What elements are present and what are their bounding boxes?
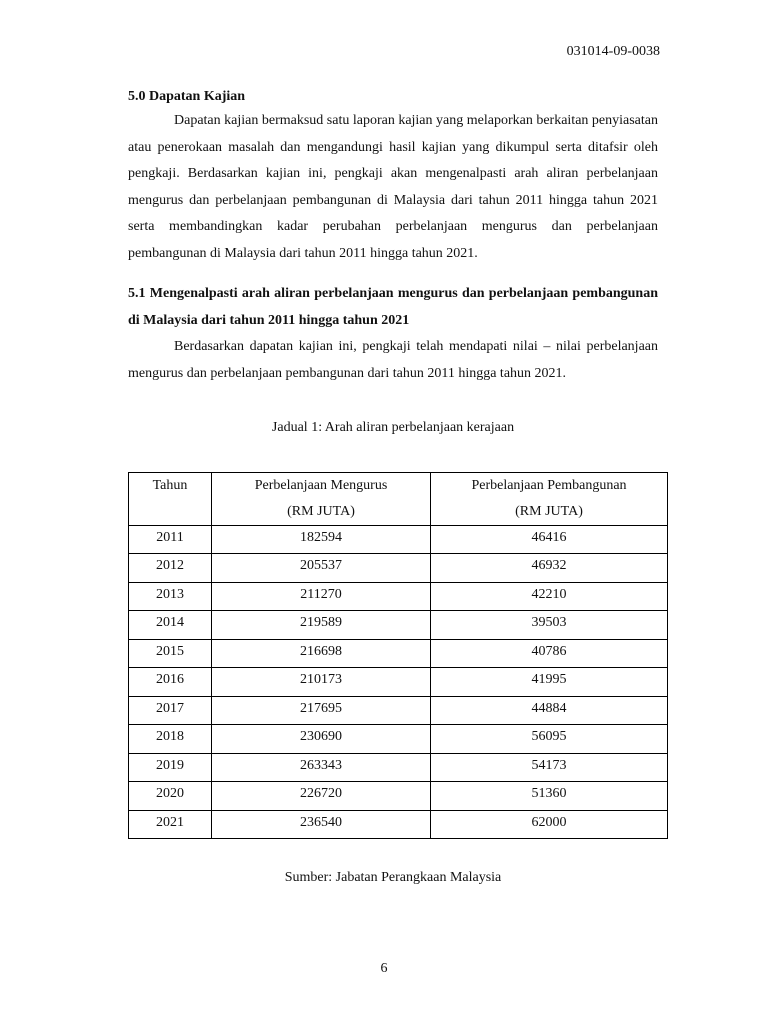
table-row (129, 582, 668, 611)
cell-development: 46416 (431, 525, 668, 554)
cell-development: 39503 (431, 611, 668, 640)
cell-year: 2015 (129, 639, 212, 668)
header-operating-label: Perbelanjaan Mengurus (254, 477, 388, 493)
header-development (431, 472, 668, 525)
cell-year: 2021 (129, 810, 212, 839)
cell-year: 2018 (129, 725, 212, 754)
cell-development: 46932 (431, 554, 668, 583)
table-row (129, 554, 668, 583)
table-row (129, 696, 668, 725)
table-row (129, 810, 668, 839)
cell-year: 2017 (129, 696, 212, 725)
cell-operating: 219589 (212, 611, 431, 640)
cell-development: 42210 (431, 582, 668, 611)
table-row (129, 639, 668, 668)
cell-operating: 205537 (212, 554, 431, 583)
cell-year: 2011 (129, 525, 212, 554)
cell-operating: 210173 (212, 668, 431, 697)
cell-year: 2012 (129, 554, 212, 583)
header-year-label: Tahun (152, 477, 188, 493)
header-operating (212, 472, 431, 525)
table-row (129, 753, 668, 782)
table-header-row (129, 472, 668, 525)
page-number: 6 (380, 961, 388, 976)
cell-year: 2016 (129, 668, 212, 697)
cell-year: 2013 (129, 582, 212, 611)
cell-development: 51360 (431, 782, 668, 811)
cell-development: 62000 (431, 810, 668, 839)
expenditure-table (128, 472, 668, 840)
cell-operating: 236540 (212, 810, 431, 839)
table-row (129, 611, 668, 640)
header-operating-unit: (RM JUTA) (287, 503, 355, 519)
header-year (129, 472, 212, 525)
cell-operating: 211270 (212, 582, 431, 611)
section-heading-5-0: 5.0 Dapatan Kajian (128, 89, 246, 104)
cell-development: 40786 (431, 639, 668, 668)
cell-development: 41995 (431, 668, 668, 697)
header-development-label: Perbelanjaan Pembangunan (471, 477, 627, 493)
cell-year: 2014 (129, 611, 212, 640)
page-content (128, 86, 658, 892)
table-source: Sumber: Jabatan Perangkaan Malaysia (284, 870, 502, 885)
cell-year: 2020 (129, 782, 212, 811)
cell-operating: 216698 (212, 639, 431, 668)
table-caption: Jadual 1: Arah aliran perbelanjaan kerajaan (271, 420, 515, 435)
document-id: 031014-09-0038 (566, 44, 660, 59)
cell-year: 2019 (129, 753, 212, 782)
table-row (129, 525, 668, 554)
section-paragraph-5-1: Berdasarkan dapatan kajian ini, pengkaji telah mendapati nilai – nilai perbelanjaan mengurus dan perbelanjaan pembangunan dari tahun 2011 hingga tahun 2021. (128, 339, 658, 381)
cell-operating: 226720 (212, 782, 431, 811)
cell-operating: 263343 (212, 753, 431, 782)
table-row (129, 725, 668, 754)
table-row (129, 668, 668, 697)
cell-development: 54173 (431, 753, 668, 782)
section-paragraph-5-0: Dapatan kajian bermaksud satu laporan kajian yang melaporkan berkaitan penyiasatan atau penerokaan masalah dan mengandungi hasil kajian yang dikumpul serta ditafsir oleh pengkaji. Berdasarkan kajian ini, pengkaji akan mengenalpasti arah aliran perbelanjaan mengurus dan perbelanjaan pembangunan di Malaysia dari tahun 2011 hingga tahun 2021 serta membandingkan kadar perubahan perbelanjaan mengurus dan perbelanjaan pembangunan di Malaysia dari tahun 2011 hingga tahun 2021. (128, 113, 658, 261)
section-heading-5-1: 5.1 Mengenalpasti arah aliran perbelanjaan mengurus dan perbelanjaan pembangunan di Malaysia dari tahun 2011 hingga tahun 2021 (128, 286, 658, 328)
header-development-unit: (RM JUTA) (515, 503, 583, 519)
table-row (129, 782, 668, 811)
cell-development: 56095 (431, 725, 668, 754)
cell-development: 44884 (431, 696, 668, 725)
cell-operating: 217695 (212, 696, 431, 725)
cell-operating: 230690 (212, 725, 431, 754)
cell-operating: 182594 (212, 525, 431, 554)
